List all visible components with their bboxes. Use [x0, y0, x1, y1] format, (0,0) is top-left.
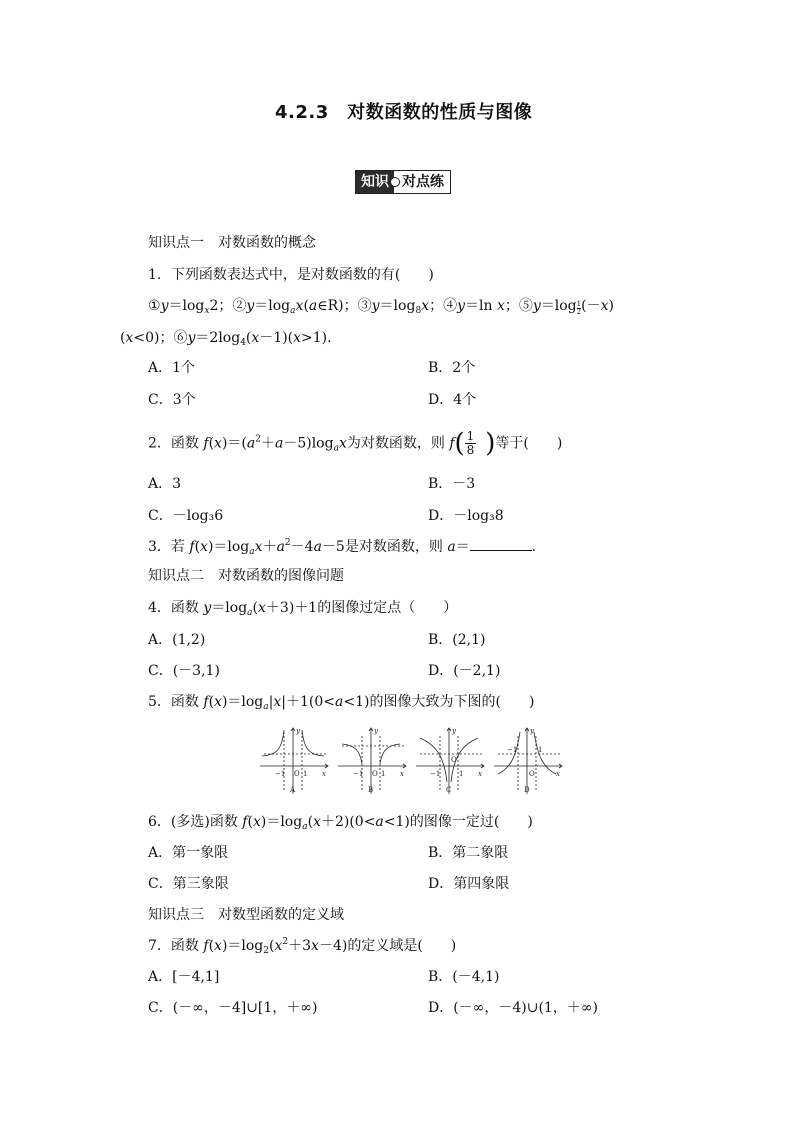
- q7-tail: 的定义域是( ): [347, 938, 457, 954]
- badge-left: 知识: [356, 171, 394, 193]
- q3-end: .: [531, 539, 537, 555]
- q3-answer-blank[interactable]: [470, 536, 532, 551]
- q4-option-d: D．(－2,1): [428, 663, 501, 679]
- svg-text:−1: −1: [430, 770, 441, 778]
- q7-num: 7．函数: [148, 938, 199, 954]
- graph-b-label: B: [368, 786, 374, 794]
- svg-text:y: y: [452, 727, 456, 735]
- svg-text:−1: −1: [275, 770, 286, 778]
- graph-a: [260, 728, 328, 794]
- svg-text:1: 1: [459, 770, 464, 778]
- q1-option-a: A．1个: [148, 360, 196, 376]
- svg-text:x: x: [400, 770, 404, 778]
- q7-option-b: B．(－4,1): [428, 969, 500, 985]
- svg-text:1: 1: [538, 746, 543, 754]
- svg-text:−1: −1: [507, 746, 518, 754]
- q6-option-c: C．第三象限: [148, 876, 229, 892]
- q6-stem: 6．(多选)函数 $f(x)=\log_a(x+2)(0<a<1)$的图像一定过( ): [148, 814, 533, 832]
- q1-option-d: D．4个: [428, 392, 477, 408]
- q1-stem: 1．下列函数表达式中，是对数函数的有( ): [148, 267, 434, 283]
- badge-dot: [390, 177, 400, 187]
- section-heading-2: 知识点二 对数函数的图像问题: [148, 568, 344, 584]
- svg-text:y: y: [530, 727, 534, 735]
- section-heading-3: 知识点三 对数型函数的定义域: [148, 907, 344, 923]
- svg-text:1: 1: [381, 770, 386, 778]
- q5-tail: 的图像大致为下图的( ): [369, 694, 535, 710]
- section-heading-1: 知识点一 对数函数的概念: [148, 235, 316, 251]
- q2-option-a: A．3: [148, 476, 182, 492]
- q2-tail: 等于( ): [495, 435, 563, 452]
- q2-frac-num: 1: [466, 429, 475, 443]
- q5-num: 5．函数: [148, 694, 199, 710]
- q6-option-d: D．第四象限: [428, 876, 510, 892]
- q6-option-a: A．第一象限: [148, 845, 229, 861]
- q7-option-a: A．[－4,1]: [148, 969, 220, 985]
- svg-text:−1: −1: [353, 770, 364, 778]
- q1-expressions-line2: (x<0)；$⑥y=2\log_4(x-1)(x>1)$.: [120, 330, 332, 348]
- q5-stem: 5．函数 $f(x)=\log_a|x|+1(0<a<1)$的图像大致为下图的( ): [148, 694, 535, 712]
- q3-mid: 是对数函数，则: [344, 539, 443, 555]
- q7-option-c: C．(－∞，－4]∪[1，＋∞): [148, 1000, 318, 1016]
- graph-b: [338, 728, 406, 794]
- q4-option-b: B．(2,1): [428, 632, 486, 648]
- q6-num: 6．(多选)函数: [148, 814, 238, 830]
- q5-graph-options: [258, 724, 568, 800]
- svg-text:1: 1: [303, 770, 308, 778]
- q2-option-b: B．－3: [428, 476, 476, 492]
- q2-option-d: D．－log₃8: [428, 508, 504, 524]
- q1-option-c: C．3个: [148, 392, 196, 408]
- q1-option-b: B．2个: [428, 360, 476, 376]
- graph-d-label: D: [524, 786, 530, 794]
- svg-text:x: x: [322, 770, 326, 778]
- q4-num: 4．函数: [148, 600, 199, 616]
- section-badge: [355, 170, 451, 194]
- svg-text:y: y: [374, 727, 378, 735]
- q4-tail: 的图像过定点（ ）: [317, 600, 458, 616]
- svg-text:O: O: [451, 756, 457, 764]
- svg-text:O: O: [372, 770, 378, 778]
- graph-c-label: C: [446, 786, 452, 794]
- svg-text:x: x: [556, 770, 560, 778]
- page-title: 4.2.3 对数函数的性质与图像: [275, 102, 533, 123]
- q6-tail: 的图像一定过( ): [409, 814, 533, 830]
- graph-a-label: A: [290, 786, 296, 794]
- q4-stem: 4．函数 $y=\log_a(x+3)+1$的图像过定点（ ）: [148, 600, 458, 618]
- q6-option-b: B．第二象限: [428, 845, 509, 861]
- q2-num: 2．函数: [148, 435, 199, 452]
- q3-num: 3．若: [148, 539, 185, 555]
- q2-frac-den: 8: [466, 443, 475, 457]
- graph-c: [416, 728, 484, 794]
- q4-option-a: A．(1,2): [148, 632, 206, 648]
- q1-expressions-line1: $①y=\log_x2$；$②y=\log_ax(a\in R)$；$③y=\log_8x$；④y＝ln x；⑤y＝log $\frac{1}{2}$ (－x): [148, 298, 614, 316]
- q4-option-c: C．(－3,1): [148, 663, 220, 679]
- q7-option-d: D．(－∞，－4)∪(1，＋∞): [428, 1000, 598, 1016]
- q2-stem: 2．函数 $f(x)=(a^2+a-5)\log_ax$为对数函数，则 f( $\frac{1}{8}$ )等于( ): [148, 428, 563, 459]
- svg-text:y: y: [296, 727, 300, 735]
- q7-stem: 7．函数 $f(x)=\log_2(x^2+3x-4)$的定义域是( ): [148, 937, 457, 956]
- svg-text:x: x: [478, 770, 482, 778]
- svg-text:O: O: [529, 770, 535, 778]
- badge-right: 对点练: [402, 174, 444, 190]
- q2-option-c: C．－log₃6: [148, 508, 224, 524]
- graph-d: [494, 728, 562, 794]
- svg-text:O: O: [294, 770, 300, 778]
- q3-stem: 3．若 $f(x)=\log_ax+a^2-4a-5$是对数函数，则 a＝ .: [148, 538, 537, 557]
